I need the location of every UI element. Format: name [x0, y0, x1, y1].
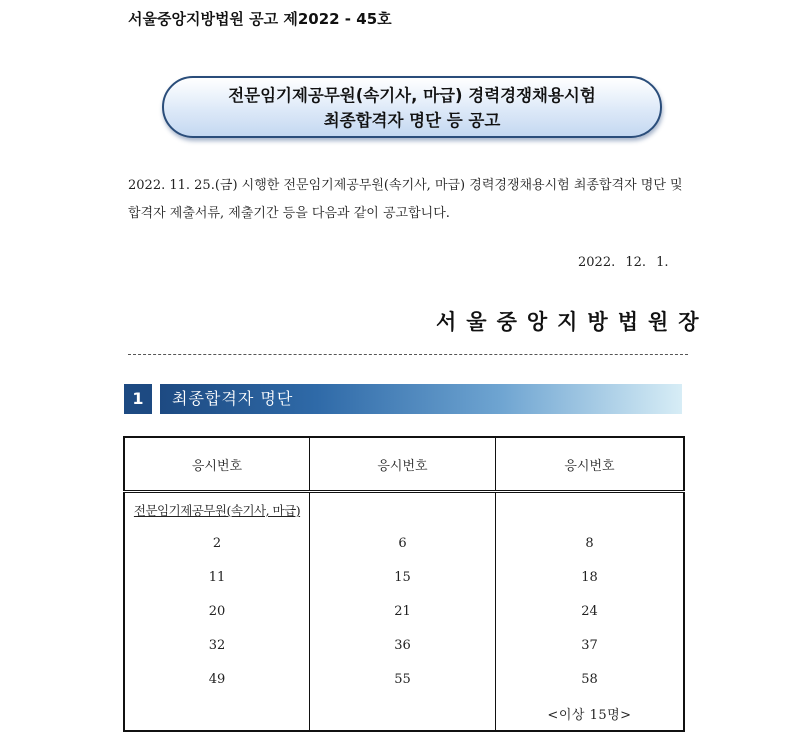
table-cell: 49 [124, 662, 310, 696]
title-line-2: 최종합격자 명단 등 공고 [323, 111, 501, 130]
table-cell: 32 [124, 628, 310, 662]
table-cell: 15 [310, 561, 496, 595]
column-header: 응시번호 [310, 437, 496, 492]
section-title: 최종합격자 명단 [172, 389, 294, 408]
table-cell [124, 696, 310, 731]
table-cell [310, 492, 496, 527]
table-cell: 21 [310, 595, 496, 629]
table-cell [496, 492, 685, 527]
category-label: 전문임기제공무원(속기사, 마급) [133, 502, 301, 518]
category-row [124, 492, 684, 527]
count-note: <이상 15명> [496, 696, 685, 731]
title-box [162, 76, 662, 138]
table-row [124, 595, 684, 629]
notice-number: 서울중앙지방법원 공고 제2022 - 45호 [128, 10, 392, 28]
table-cell: 8 [496, 527, 685, 561]
table-cell: 20 [124, 595, 310, 629]
count-row [124, 696, 684, 731]
results-table [123, 436, 685, 732]
section-title-banner [160, 384, 682, 414]
announcement-date: 2022. 12. 1. [578, 255, 669, 270]
column-header: 응시번호 [124, 437, 310, 492]
table-cell: 2 [124, 527, 310, 561]
table-cell: 24 [496, 595, 685, 629]
table-cell: 6 [310, 527, 496, 561]
table-cell: 37 [496, 628, 685, 662]
title-line-1: 전문임기제공무원(속기사, 마급) 경력경쟁채용시험 [228, 86, 596, 105]
table-cell [310, 696, 496, 731]
table-cell: 18 [496, 561, 685, 595]
table-cell: 11 [124, 561, 310, 595]
divider-line [128, 354, 688, 355]
table-cell: 58 [496, 662, 685, 696]
issuer-name: 서울중앙지방법원장 [436, 309, 709, 334]
table-header-row [124, 437, 684, 492]
table-row [124, 561, 684, 595]
section-header [124, 384, 682, 414]
table-row [124, 527, 684, 561]
table-row [124, 628, 684, 662]
column-header: 응시번호 [496, 437, 685, 492]
table-row [124, 662, 684, 696]
table-cell: 55 [310, 662, 496, 696]
intro-paragraph: 2022. 11. 25.(금) 시행한 전문임기제공무원(속기사, 마급) 경력경쟁채용시험 최종합격자 명단 및 합격자 제출서류, 제출기간 등을 다음과 같이 공고합니다. [128, 178, 683, 221]
section-number: 1 [124, 384, 152, 414]
category-cell [124, 492, 310, 527]
table-cell: 36 [310, 628, 496, 662]
